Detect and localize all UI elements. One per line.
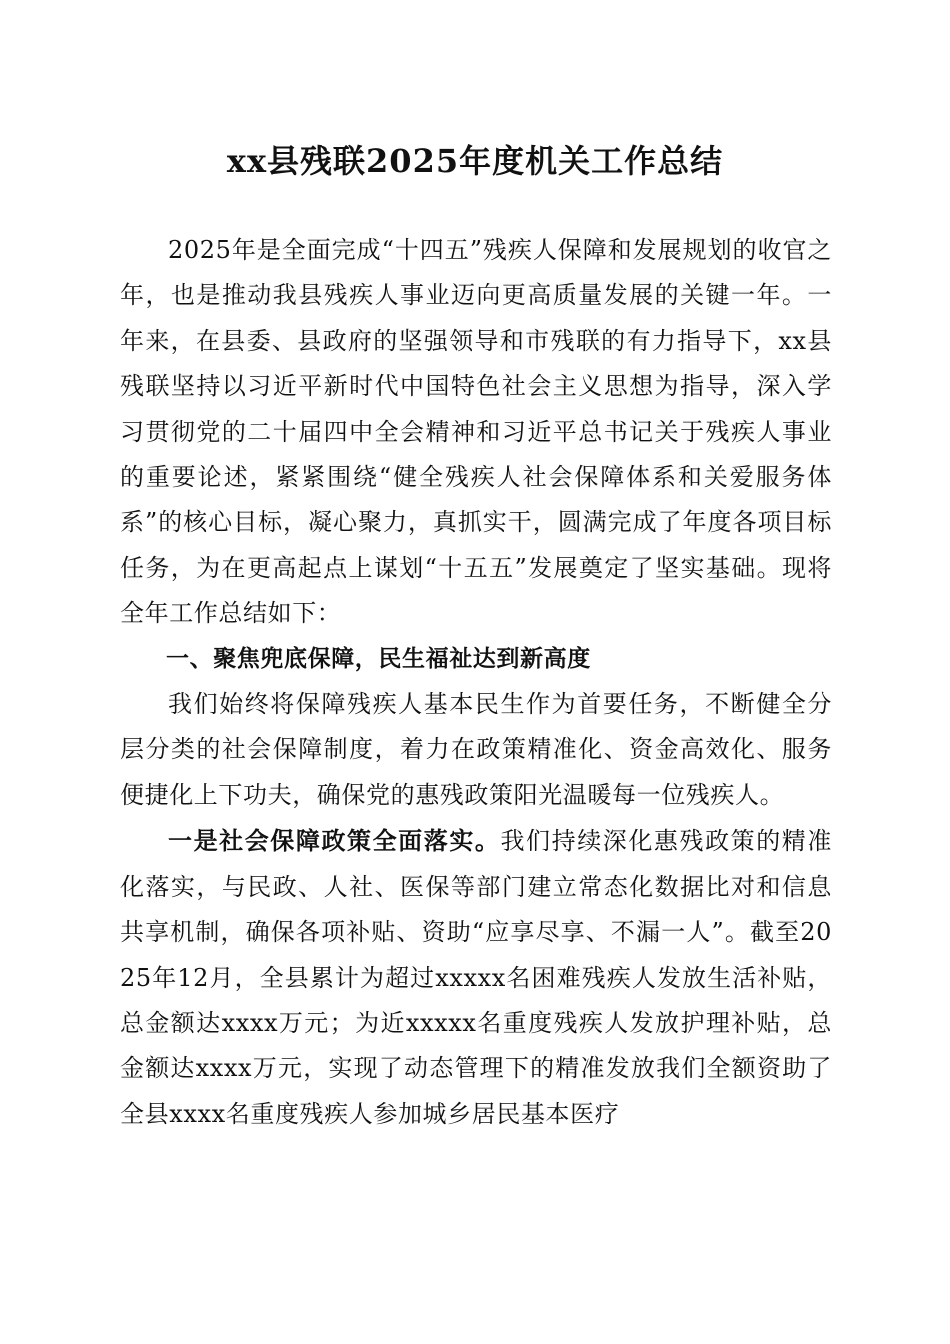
item-lead: 一是社会保障政策全面落实。 [168, 826, 501, 856]
section-paragraph: 我们始终将保障残疾人基本民生作为首要任务，不断健全分层分类的社会保障制度，着力在政策精准化、资金高效化、服务便捷化上下功夫，确保党的惠残政策阳光温暖每一位残疾人。 [120, 690, 832, 809]
item-text: 我们持续深化惠残政策的精准化落实，与民政、人社、医保等部门建立常态化数据比对和信息共享机制，确保各项补贴、资助“应享尽享、不漏一人”。截至2025年12月，全县累计为超过xxxxx名困难残疾人发放生活补贴，总金额达xxxx万元；为近xxxxx名重度残疾人发放护理补贴，总金额达xxxx万元，实现了动态管理下的精准发放我们全额资助了全县xxxx名重度残疾人参加城乡居民基本医疗 [120, 827, 832, 1128]
page-title: xx县残联2025年度机关工作总结 [226, 142, 724, 180]
section-heading: 一、聚焦兜底保障，民生福祉达到新高度 [166, 645, 591, 672]
intro-paragraph: 2025年是全面完成“十四五”残疾人保障和发展规划的收官之年，也是推动我县残疾人事业迈向更高质量发展的关键一年。一年来，在县委、县政府的坚强领导和市残联的有力指导下，xx县残联坚持以习近平新时代中国特色社会主义思想为指导，深入学习贯彻党的二十届四中全会精神和习近平总书记关于残疾人事业的重要论述，紧紧围绕“健全残疾人社会保障体系和关爱服务体系”的核心目标，凝心聚力，真抓实干，圆满完成了年度各项目标任务，为在更高起点上谋划“十五五”发展奠定了坚实基础。现将全年工作总结如下： [120, 236, 832, 628]
item-paragraph [120, 818, 832, 1137]
document-body [120, 228, 832, 1137]
